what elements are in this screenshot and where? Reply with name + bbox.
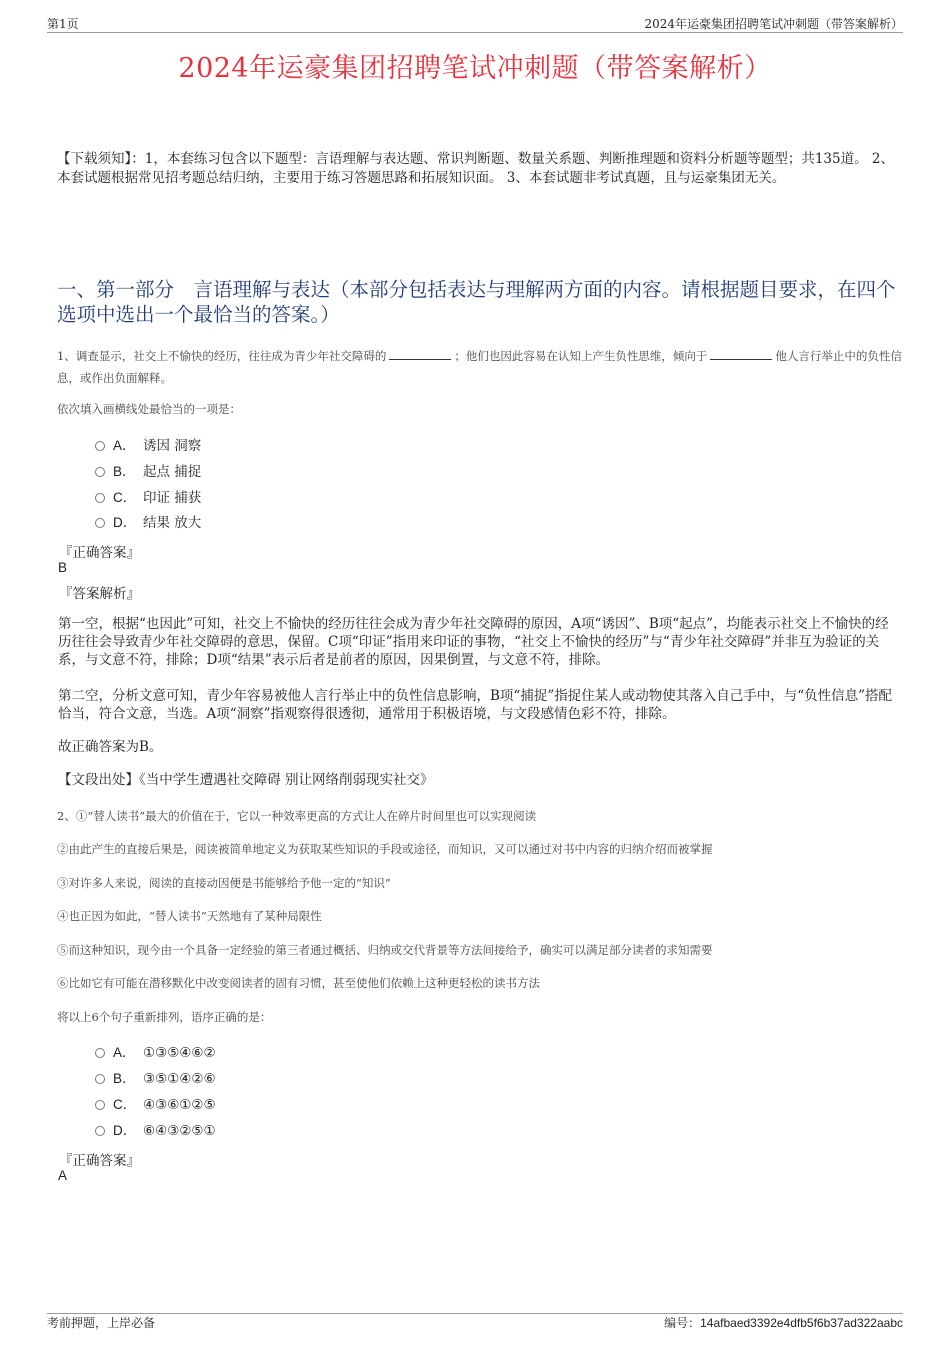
question-2-instruction: 将以上6个句子重新排列，语序正确的是： [57,1010,272,1024]
question-2-sentence-5: ⑤而这种知识，现今由一个具备一定经验的第三者通过概括、归纳或交代背景等方法间接给予，确实可以满足部分读者的求知需要 [57,943,713,957]
footer-slogan: 考前押题，上岸必备 [47,1316,156,1330]
question-1-analysis-paragraph-1: 第一空，根据“也因此”可知，社交上不愉快的经历往往会成为青少年社交障碍的原因，A项“诱因”、B项“起点”，均能表示社交上不愉快的经历往往会导致青少年社交障碍的意思，保留。C项“印证”指用来印证的事物，“社交上不愉快的经历”与“青少年社交障碍”并非互为验证的关系，与文意不符，排除；D项“结果”表示后者是前者的原因，因果倒置，与文意不符，排除。 [58,616,889,668]
radio-icon[interactable] [95,441,105,451]
radio-icon[interactable] [95,518,105,528]
question-1-analysis-paragraph-2: 第二空，分析文意可知，青少年容易被他人言行举止中的负性信息影响，B项“捕捉”指捉住某人或动物使其落入自己手中，与“负性信息”搭配恰当，符合文意，当选。A项“洞察”指观察得很透彻，通常用于积极语境，与文段感情色彩不符，排除。 [58,688,893,722]
document-title: 2024年运豪集团招聘笔试冲刺题（带答案解析） [178,53,772,84]
header-divider [47,32,903,33]
download-notice: 【下载须知】：1，本套练习包含以下题型：言语理解与表达题、常识判断题、数量关系题、判断推理题和资料分析题等题型；共135道。 2、本套试题根据常见招考题总结归纳，主要用于练习答题思路和拓展知识面。 3、本套试题非考试真题，且与运豪集团无关。 [57,151,894,186]
question-1-conclusion: 故正确答案为B。 [58,739,163,755]
fill-blank-2 [710,348,772,360]
radio-icon[interactable] [95,1048,105,1058]
fill-blank-1 [389,348,451,360]
radio-icon[interactable] [95,467,105,477]
question-2-option-b[interactable]: B． ③⑤①④②⑥ [95,1068,216,1090]
question-1-option-b[interactable]: B． 起点 捕捉 [95,461,201,483]
question-1-option-d[interactable]: D． 结果 放大 [95,512,201,534]
question-1-stem [57,345,907,389]
question-1-option-c[interactable]: C． 印证 捕获 [95,487,201,509]
question-1-stem-part-c: 他人言行举止中的负性信息，或作出负面解释。 [57,349,902,385]
question-1-answer-label: 『正确答案』 [59,545,140,561]
question-2-option-c[interactable]: C． ④③⑥①②⑤ [95,1094,216,1116]
running-header-title: 2024年运豪集团招聘笔试冲刺题（带答案解析） [644,17,903,31]
footer-serial-number: 编号：14afbaed3392e4dfb5f6b37ad322aabc [664,1316,903,1330]
radio-icon[interactable] [95,493,105,503]
question-2-answer-label: 『正确答案』 [59,1153,140,1169]
question-2-sentence-1: 2、①“替人读书”最大的价值在于，它以一种效率更高的方式让人在碎片时间里也可以实现阅读 [57,809,537,823]
radio-icon[interactable] [95,1074,105,1084]
radio-icon[interactable] [95,1126,105,1136]
question-2-sentence-4: ④也正因为如此，“替人读书”天然地有了某种局限性 [57,909,322,923]
question-1-answer: B [58,560,68,575]
question-2-sentence-6: ⑥比如它有可能在潜移默化中改变阅读者的固有习惯，甚至使他们依赖上这种更轻松的读书方法 [57,976,540,990]
page-number: 第1页 [47,17,79,31]
question-2-answer: A [58,1168,68,1183]
question-1-instruction: 依次填入画横线处最恰当的一项是： [57,402,241,416]
question-2-sentence-3: ③对许多人来说，阅读的直接动因便是书能够给予他一定的“知识” [57,876,391,890]
section-heading: 一、第一部分 言语理解与表达（本部分包括表达与理解两方面的内容。请根据题目要求，在四个选项中选出一个最恰当的答案。） [57,278,896,326]
question-1-stem-part-b: ；他们也因此容易在认知上产生负性思维，倾向于 [454,349,708,363]
radio-icon[interactable] [95,1100,105,1110]
question-2-option-d[interactable]: D． ⑥④③②⑤① [95,1120,216,1142]
question-2-option-a[interactable]: A． ①③⑤④⑥② [95,1042,216,1064]
question-1-option-a[interactable]: A． 诱因 洞察 [95,435,201,457]
question-1-source: 【文段出处】《当中学生遭遇社交障碍 别让网络削弱现实社交》 [58,772,434,788]
question-1-analysis-label: 『答案解析』 [59,586,140,602]
question-1-stem-part-a: 1、调查显示，社交上不愉快的经历，往往成为青少年社交障碍的 [57,349,387,363]
question-2-sentence-2: ②由此产生的直接后果是，阅读被简单地定义为获取某些知识的手段或途径，而知识，又可以通过对书中内容的归纳介绍而被掌握 [57,842,713,856]
